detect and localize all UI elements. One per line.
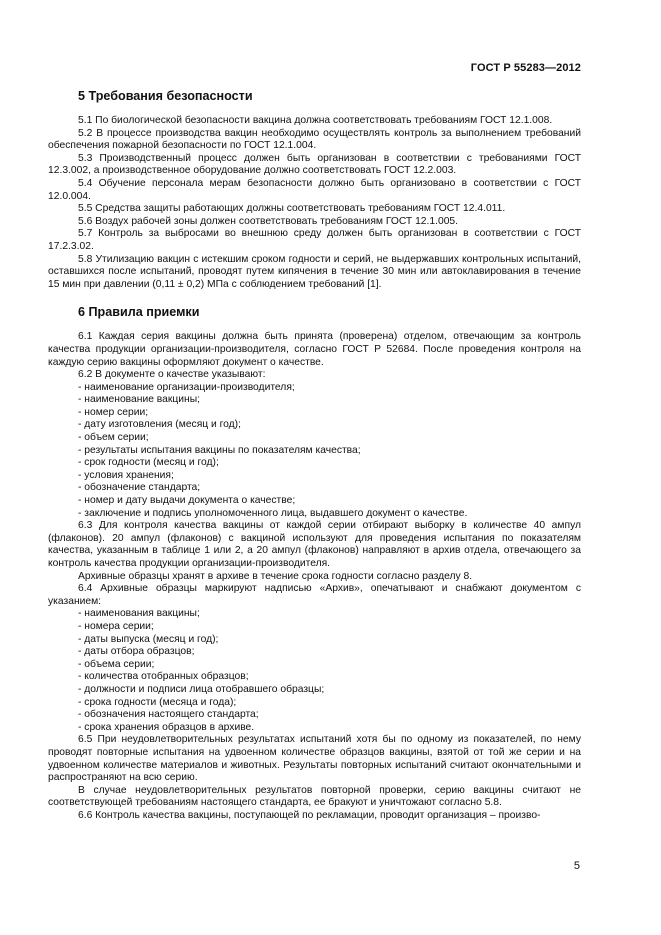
list-item: - номер и дату выдачи документа о качестве;	[78, 495, 296, 507]
list-item: - срока хранения образцов в архиве.	[78, 721, 255, 733]
list-item: - должности и подписи лица отобравшего образцы;	[78, 683, 325, 695]
paragraph-5-8: 5.8 Утилизацию вакцин с истекшим сроком годности и серий, не выдержавших контрольных испытаний, оставшихся после испытаний, проводят путем кипячения в течение 30 мин или автоклавирования в течение 15 мин при давлении (0,11 ± 0,2) МПа с соблюдением требований [1].	[48, 253, 581, 290]
section-6-title: 6 Правила приемки	[78, 305, 200, 320]
list-item: - результаты испытания вакцины по показателям качества;	[78, 444, 361, 456]
quality-document-list	[48, 382, 581, 521]
paragraph-5-6: 5.6 Воздух рабочей зоны должен соответствовать требованиям ГОСТ 12.1.005.	[78, 215, 459, 227]
page-content	[48, 88, 581, 822]
list-item: - количества отобранных образцов;	[78, 671, 249, 683]
list-item: - дату изготовления (месяц и год);	[78, 419, 241, 431]
paragraph-6-2: 6.2 В документе о качестве указывают:	[78, 369, 266, 381]
list-item: - номер серии;	[78, 406, 149, 418]
section-5-title: 5 Требования безопасности	[78, 89, 253, 103]
paragraph-5-7: 5.7 Контроль за выбросами во внешнюю среду должен быть организован в соответствии с ГОСТ 17.2.3.02.	[48, 228, 581, 252]
list-item: - срок годности (месяц и год);	[78, 457, 219, 469]
standard-code-header: ГОСТ Р 55283—2012	[470, 62, 581, 74]
paragraph-6-5-repeat: В случае неудовлетворительных результатов повторной проверки, серию вакцины считают не соответствующей требованиям настоящего стандарта, ее бракуют и уничтожают согласно 5.8.	[48, 784, 581, 809]
list-item: - заключение и подпись уполномоченного лица, выдавшего документ о качестве.	[78, 507, 468, 519]
paragraph-6-5: 6.5 При неудовлетворительных результатах испытаний хотя бы по одному из показателей, по нему проводят повторные испытания на удвоенном количестве образцов вакцины, взятой от той же серии и на удвоенном количестве материалов и животных. Результаты повторных испытаний считают окончательными и распространяют на всю серию.	[48, 734, 581, 784]
list-item: - объема серии;	[78, 658, 155, 670]
list-item: - обозначения настоящего стандарта;	[78, 709, 259, 721]
list-item: - обозначение стандарта;	[78, 482, 201, 494]
paragraph-5-1: 5.1 По биологической безопасности вакцина должна соответствовать требованиям ГОСТ 12.1.008.	[78, 115, 553, 126]
list-item: - номера серии;	[78, 620, 154, 632]
list-item: - даты выпуска (месяц и год);	[78, 633, 219, 645]
paragraph-5-5: 5.5 Средства защиты работающих должны соответствовать требованиям ГОСТ 12.4.011.	[78, 203, 506, 215]
list-item: - срока годности (месяца и года);	[78, 696, 237, 708]
paragraph-5-2: 5.2 В процессе производства вакцин необходимо осуществлять контроль за выполнением требований обеспечения пожарной безопасности по ГОСТ 12.1.004.	[48, 127, 581, 152]
paragraph-6-3: 6.3 Для контроля качества вакцины от каждой серии отбирают выборку в количестве 40 ампул (флаконов). 20 ампул (флаконов) с вакциной используют для проведения испытания по показателям качества, указанным в таблице 1 или 2, а 20 ампул (флаконов) направляют в архив отдела, отвечающего за контроль качества продукции организации-производителя.	[48, 520, 581, 569]
list-item: - наименования вакцины;	[78, 608, 200, 620]
paragraph-6-1: 6.1 Каждая серия вакцины должна быть принята (проверена) отделом, отвечающим за контроль качества продукции организации-производителя, согласно ГОСТ Р 52684. После проведения контроля на каждую серию вакцины оформляют документ о качестве.	[48, 331, 581, 368]
paragraph-6-3-archive: Архивные образцы хранят в архиве в течение срока годности согласно разделу 8.	[78, 570, 473, 582]
list-item: - наименование организации-производителя;	[78, 381, 295, 393]
paragraph-6-6: 6.6 Контроль качества вакцины, поступающей по рекламации, проводит организация – произво-	[78, 809, 541, 821]
paragraph-5-3: 5.3 Производственный процесс должен быть организован в соответствии с требованиями ГОСТ 12.3.002, а производственное оборудование должно соответствовать ГОСТ 12.2.003.	[48, 152, 581, 177]
paragraph-5-4: 5.4 Обучение персонала мерам безопасности должно быть организовано в соответствии с ГОСТ 12.0.004.	[48, 177, 581, 202]
list-item: - объем серии;	[78, 432, 149, 444]
list-item: - условия хранения;	[78, 469, 174, 481]
archive-label-list	[48, 608, 581, 734]
list-item: - наименование вакцины;	[78, 394, 200, 406]
list-item: - даты отбора образцов;	[78, 646, 195, 658]
paragraph-6-4: 6.4 Архивные образцы маркируют надписью «Архив», опечатывают и снабжают документом с указанием:	[48, 583, 581, 607]
page-number: 5	[573, 860, 580, 872]
